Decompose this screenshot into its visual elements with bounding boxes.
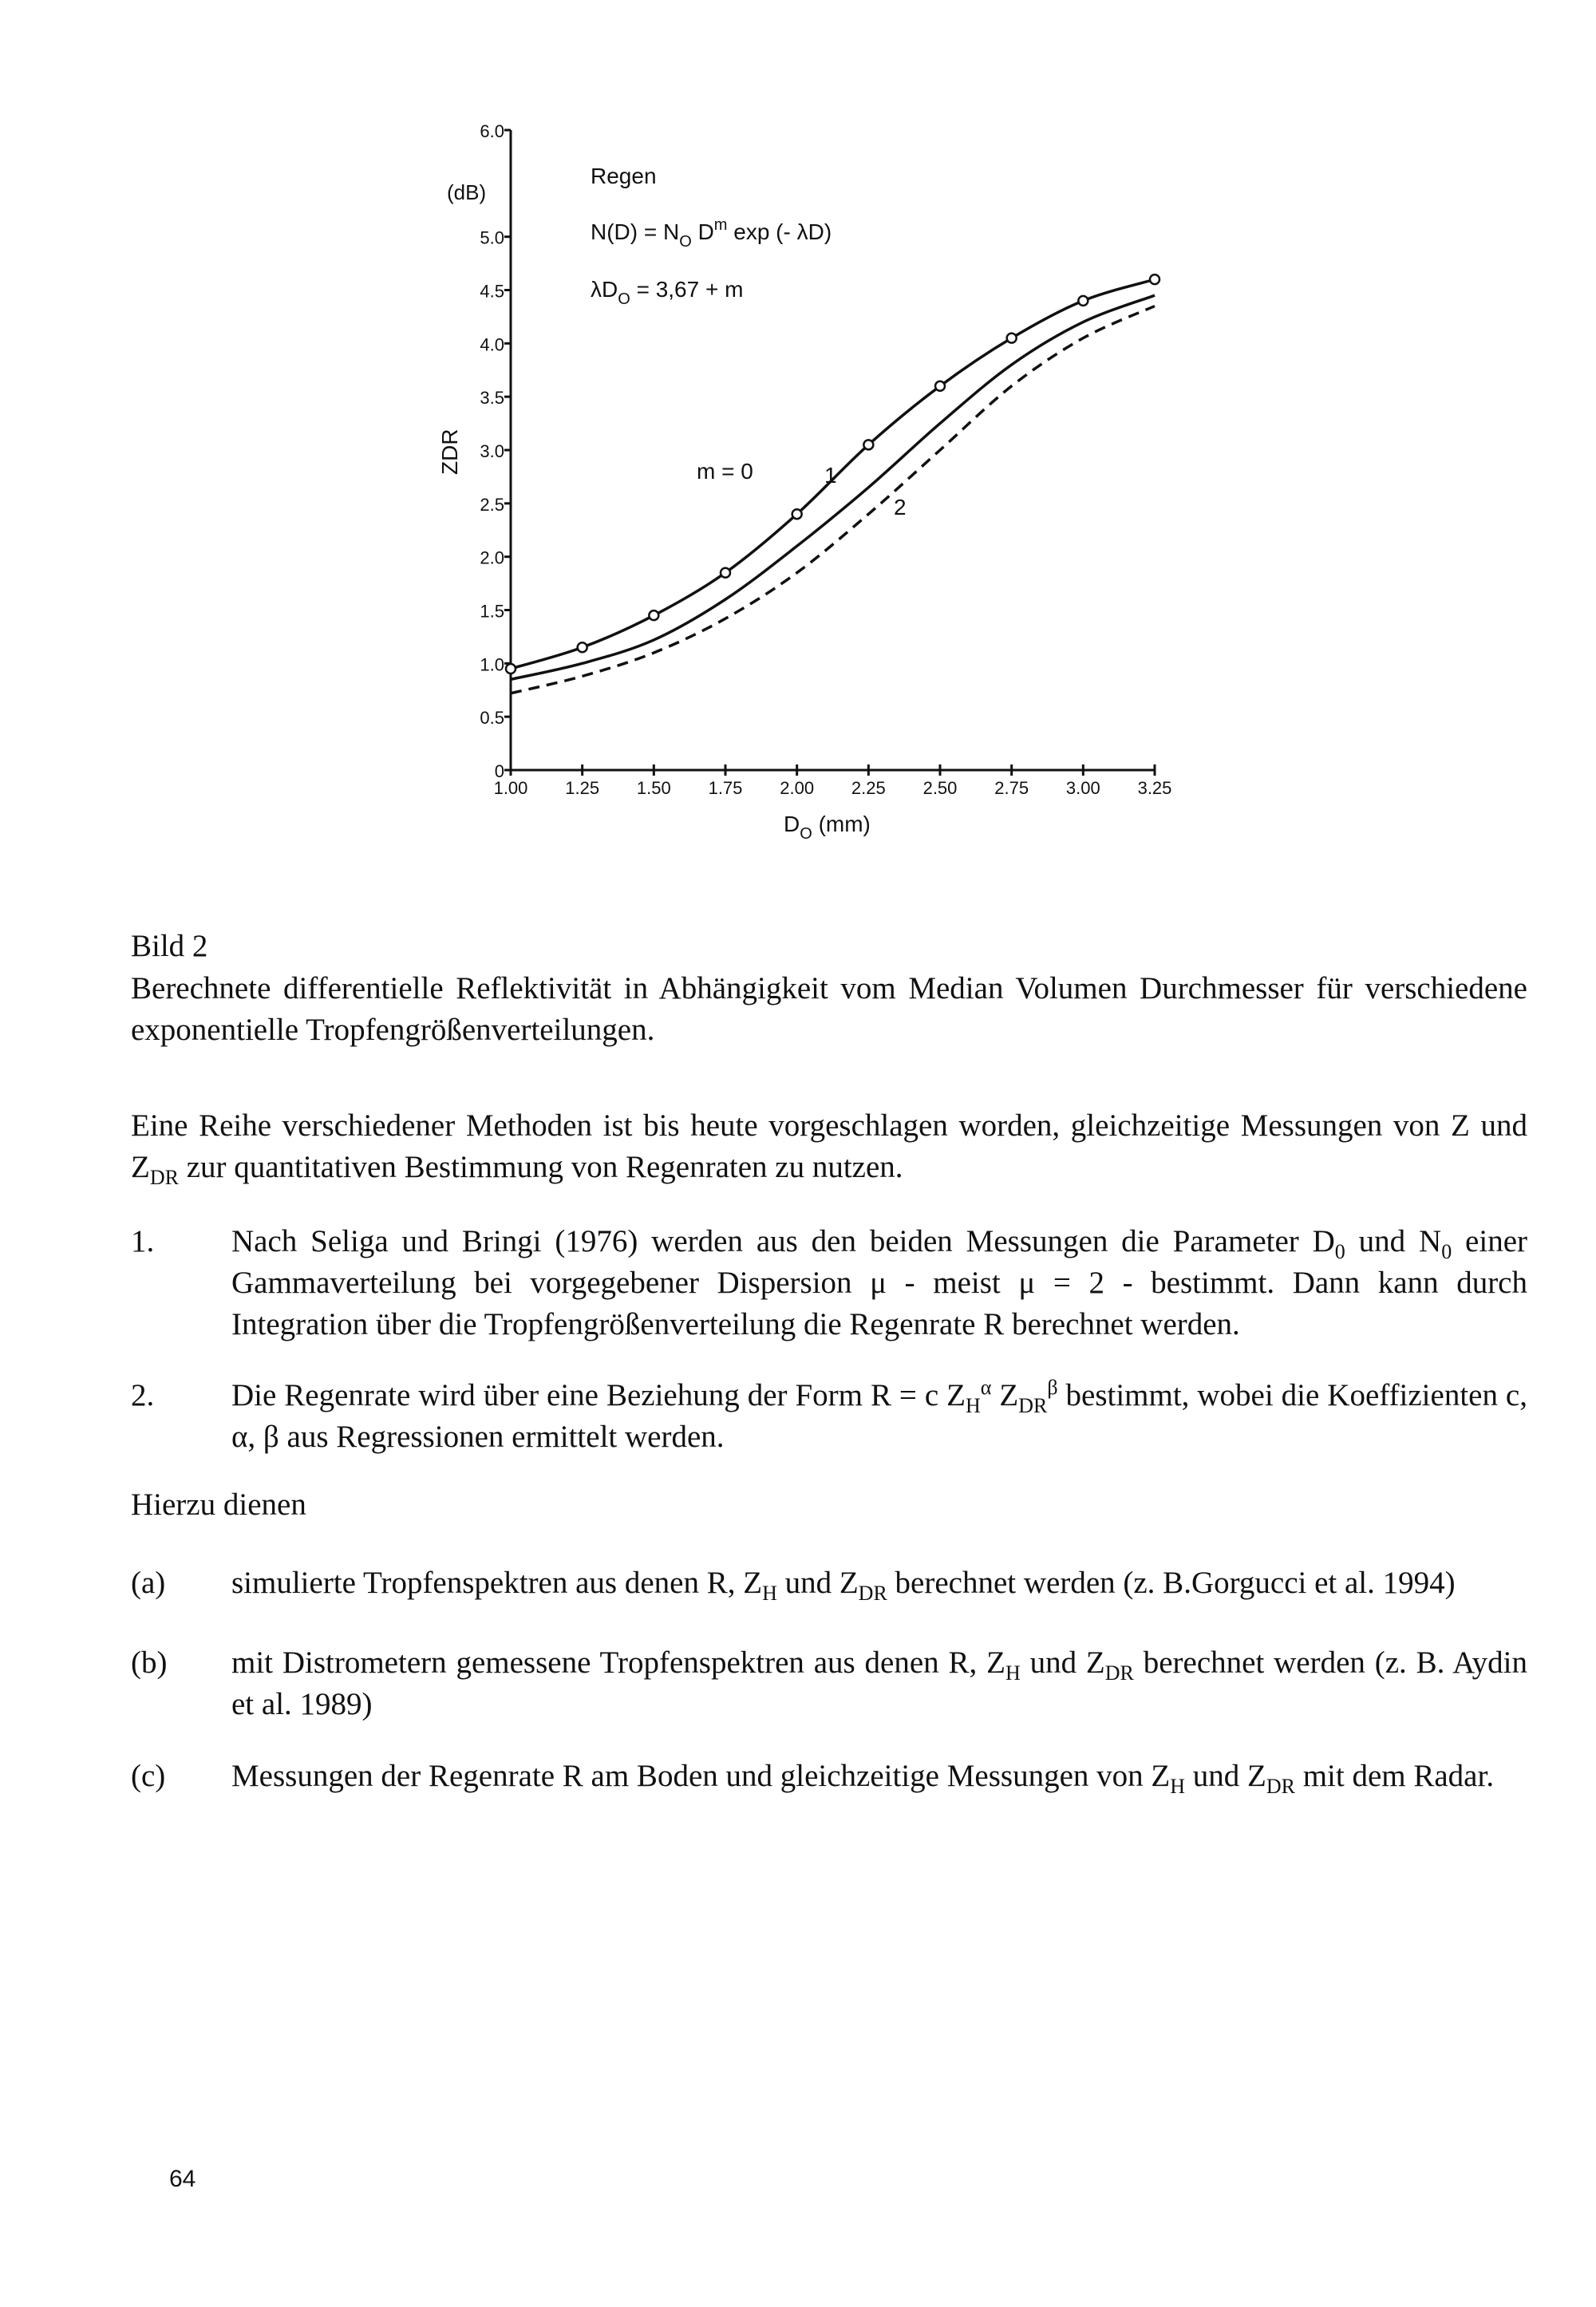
list-item-text: simulierte Tropfenspektren aus denen R, $Z_H$ und $Z_{DR}$ berechnet werden (z. B.Gorgucci et al. 1994) bbox=[231, 1566, 1456, 1605]
x-tick-label: 2.50 bbox=[922, 778, 958, 798]
data-point bbox=[506, 664, 516, 674]
figure-caption-text: Berechnete differentielle Reflektivität in Abhängigkeit vom Median Volumen Durchmesser für verschiedene exponentielle Tropfengrößenverteilungen. bbox=[131, 971, 1527, 1047]
hierzu-heading: Hierzu dienen bbox=[131, 1487, 306, 1522]
data-point bbox=[578, 642, 587, 652]
series-label-m1: 1 bbox=[824, 463, 837, 488]
chart-title: Regen bbox=[591, 164, 657, 188]
data-point bbox=[721, 568, 730, 578]
y-tick-label: 0.5 bbox=[480, 708, 504, 729]
x-tick-label: 1.00 bbox=[493, 778, 528, 798]
y-tick-label: 1.5 bbox=[480, 601, 504, 622]
y-tick-label: 3.0 bbox=[480, 441, 504, 461]
y-ticks bbox=[480, 121, 511, 781]
formula-1: $N(D) = N_O$ $D^m$ exp (- λD) bbox=[591, 216, 832, 251]
page-number: 64 bbox=[169, 2166, 196, 2192]
data-point bbox=[863, 440, 873, 449]
data-point bbox=[792, 509, 802, 519]
zdr-chart bbox=[0, 0, 1596, 878]
x-tick-label: 2.00 bbox=[780, 778, 815, 798]
list-item-text: Messungen der Regenrate R am Boden und gleichzeitige Messungen von $Z_H$ und $Z_{DR}$ mit dem Radar. bbox=[231, 1759, 1495, 1798]
y-tick-label: 2.5 bbox=[480, 494, 504, 515]
list-item-text: mit Distrometern gemessene Tropfenspektren aus denen R, $Z_H$ und $Z_{DR}$ berechnet werden (z. B. Aydin et al. 1989) bbox=[231, 1645, 1527, 1721]
x-tick-label: 1.75 bbox=[708, 778, 743, 798]
intro-paragraph: Eine Reihe verschiedener Methoden ist bis heute vorgeschlagen worden, gleichzeitige Messungen von Z und $Z_{DR}$ zur quantitativen Bestimmung von Regenraten zu nutzen. bbox=[131, 1108, 1527, 1189]
x-tick-label: 2.25 bbox=[851, 778, 886, 798]
x-tick-label: 1.50 bbox=[636, 778, 671, 798]
y-tick-label: 2.0 bbox=[480, 547, 504, 568]
x-tick-label: 3.25 bbox=[1137, 778, 1172, 798]
y-tick-label: 6.0 bbox=[480, 121, 504, 141]
data-point bbox=[1150, 275, 1159, 284]
data-point bbox=[1078, 296, 1088, 306]
x-tick-label: 1.25 bbox=[565, 778, 600, 798]
list-marker: (c) bbox=[131, 1759, 166, 1793]
formula-2: $\lambda D_O = 3,67 + m$ bbox=[591, 277, 744, 308]
list-item-text: Nach Seliga und Bringi (1976) werden aus den beiden Messungen die Parameter $D_0$ und $N_0$ einer Gammaverteilung bei vorgegebener Dispersion μ - meist μ = 2 - bestimmt. Dann kann durch Integration über die Tropfengrößenverteilung die Regenrate R berechnet werden. bbox=[231, 1224, 1527, 1341]
data-point bbox=[1007, 334, 1017, 343]
y-unit-label: (dB) bbox=[447, 180, 487, 204]
series-label-m2: 2 bbox=[894, 495, 907, 519]
y-tick-label: 3.5 bbox=[480, 388, 504, 409]
data-point bbox=[935, 381, 945, 391]
x-tick-label: 2.75 bbox=[994, 778, 1029, 798]
list-marker: (a) bbox=[131, 1566, 166, 1600]
y-tick-label: 1.0 bbox=[480, 654, 504, 675]
list-marker: 1. bbox=[131, 1224, 155, 1258]
series-label-m0: m = 0 bbox=[697, 459, 753, 484]
y-tick-label: 4.0 bbox=[480, 334, 504, 355]
y-tick-label: 5.0 bbox=[480, 227, 504, 248]
x-tick-label: 3.00 bbox=[1065, 778, 1100, 798]
series-line-2 bbox=[511, 306, 1155, 693]
list-marker: (b) bbox=[131, 1645, 168, 1680]
list-item-text: Die Regenrate wird über eine Beziehung der Form R = c $Z_H^\alpha$ $Z_{DR}^\beta$ bestimmt, wobei die Koeffizienten c, α, β aus Regressionen ermittelt werden. bbox=[231, 1376, 1527, 1454]
data-point bbox=[649, 610, 658, 620]
figure-caption-label: Bild 2 bbox=[131, 929, 208, 963]
x-axis-label: $D_O$ (mm) bbox=[784, 812, 871, 843]
y-tick-label: 0 bbox=[494, 761, 504, 781]
y-tick-label: 4.5 bbox=[480, 281, 504, 302]
y-axis-label: ZDR bbox=[437, 429, 462, 475]
list-marker: 2. bbox=[131, 1378, 155, 1412]
